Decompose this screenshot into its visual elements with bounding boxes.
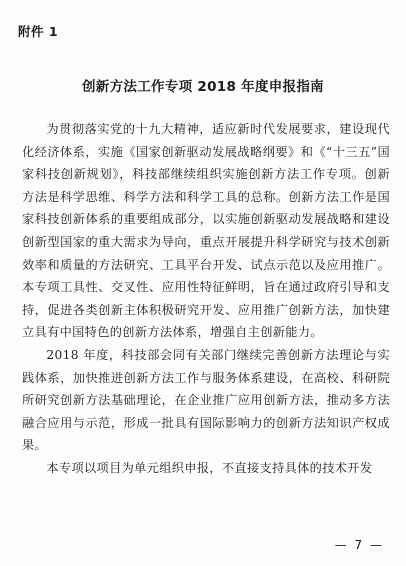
document-body (22, 118, 390, 480)
paragraph: 2018 年度，科技部会同有关部门继续完善创新方法理论与实践体系，加快推进创新方法工作与服务体系建设，在高校、科研院所研究创新方法基础理论，在企业推广应用创新方法，推动多方法融合应用与示范，形成一批具有国际影响力的创新方法知识产权成果。 (22, 347, 390, 453)
paragraph: 本专项以项目为单元组织申报，不直接支持具体的技术开发 (46, 460, 373, 475)
attachment-label: 附件 1 (18, 24, 59, 39)
page-number: — 7 — (334, 538, 384, 552)
document-title: 创新方法工作专项 2018 年度申报指南 (82, 79, 324, 95)
paragraph: 为贯彻落实党的十九大精神，适应新时代发展要求，建设现代化经济体系，实施《国家创新驱动发展战略纲要》和《“十三五”国家科技创新规划》，科技部继续组织实施创新方法工作专项。创新方法是科学思维、科学方法和科学工具的总称。创新方法工作是国家科技创新体系的重要组成部分，以实施创新驱动发展战略和建设创新型国家的重大需求为导向，重点开展提升科学研究与技术创新效率和质量的方法研究、工具平台开发、试点示范以及应用推广。本专项工具性、交叉性、应用性特征鲜明，旨在通过政府引导和支持，促进各类创新主体积极研究开发、应用推广创新方法，加快建立具有中国特色的创新方法体系，增强自主创新能力。 (22, 122, 390, 340)
